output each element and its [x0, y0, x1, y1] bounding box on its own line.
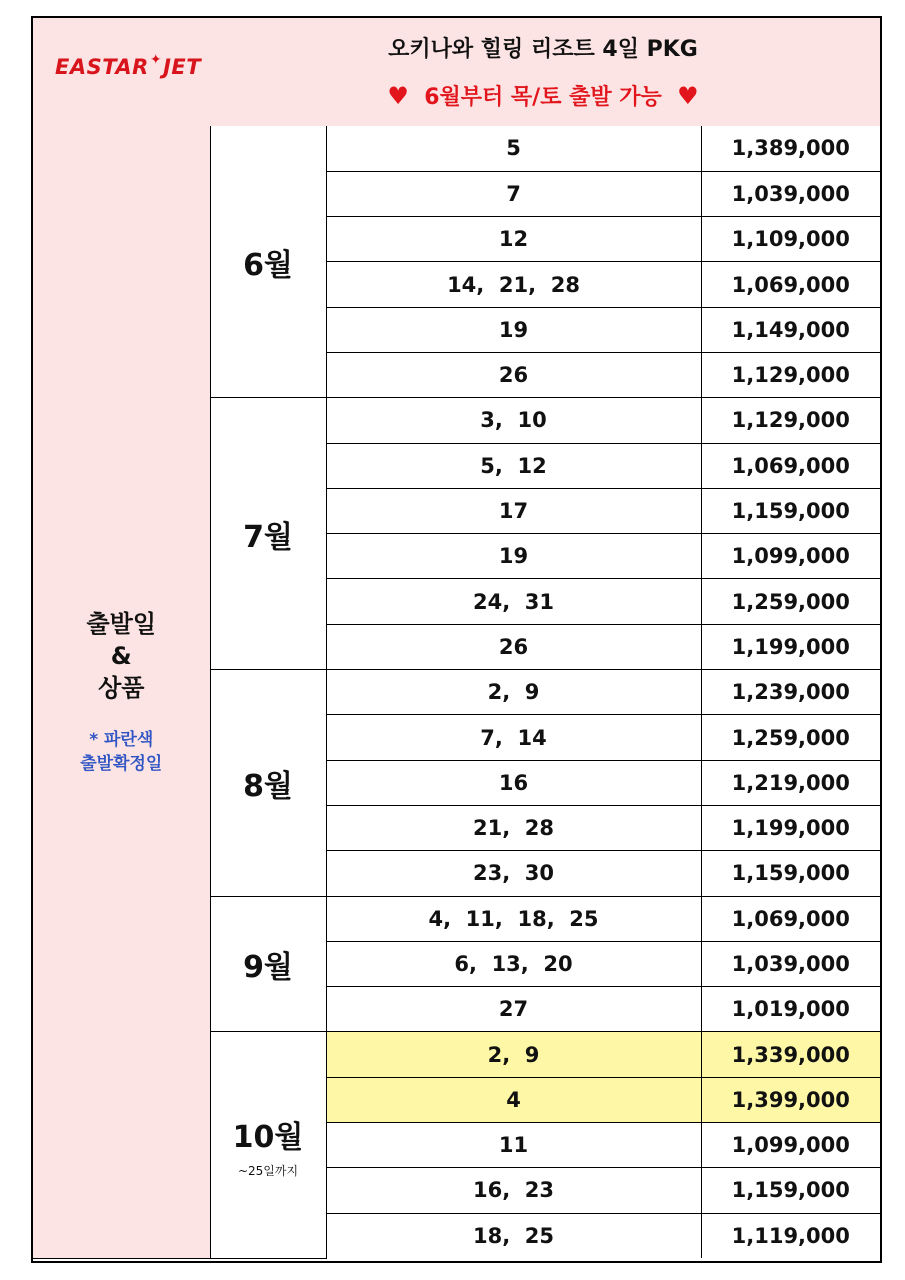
star-icon: ✦: [149, 52, 163, 68]
page-subtitle: [223, 80, 863, 111]
package-price: 1,039,000: [701, 941, 880, 986]
package-price: 1,129,000: [701, 398, 880, 443]
package-price: 1,199,000: [701, 805, 880, 850]
note-line: * 파란색: [89, 729, 154, 750]
month-note: ~25일까지: [237, 1163, 299, 1178]
departure-dates: 18, 25: [326, 1213, 701, 1258]
departure-dates: 2, 9: [326, 670, 701, 715]
package-price: 1,259,000: [701, 579, 880, 624]
departure-dates: 4, 11, 18, 25: [326, 896, 701, 941]
departure-dates: 23, 30: [326, 851, 701, 896]
package-price: 1,119,000: [701, 1213, 880, 1258]
page-title: 오키나와 힐링 리조트 4일 PKG: [388, 37, 698, 62]
eastar-jet-logo: EASTAR✦JET: [55, 52, 202, 79]
departure-dates: 16, 23: [326, 1168, 701, 1213]
package-price: 1,239,000: [701, 670, 880, 715]
month-cell: [210, 1032, 326, 1258]
package-price: 1,069,000: [701, 896, 880, 941]
package-price: 1,109,000: [701, 217, 880, 262]
departure-dates: 6, 13, 20: [326, 941, 701, 986]
package-price: 1,099,000: [701, 1123, 880, 1168]
departure-dates: 19: [326, 534, 701, 579]
departure-dates: 12: [326, 217, 701, 262]
departure-dates: 14, 21, 28: [326, 262, 701, 307]
month-label: 7월: [243, 519, 293, 555]
category-cell: [33, 126, 210, 1258]
package-price: 1,069,000: [701, 262, 880, 307]
departure-dates: 7: [326, 171, 701, 216]
heart-icon: ♥: [677, 82, 699, 110]
table-row: [33, 126, 880, 171]
departure-dates: 7, 14: [326, 715, 701, 760]
departure-dates: 24, 31: [326, 579, 701, 624]
category-label: 출발일: [86, 609, 157, 638]
package-price: 1,159,000: [701, 1168, 880, 1213]
package-price: 1,159,000: [701, 488, 880, 533]
month-cell: [210, 398, 326, 670]
month-label: 6월: [243, 247, 293, 283]
departure-dates: 2, 9: [326, 1032, 701, 1077]
package-price: 1,039,000: [701, 171, 880, 216]
departure-dates: 17: [326, 488, 701, 533]
note-line: 출발확정일: [80, 753, 163, 774]
departure-dates: 21, 28: [326, 805, 701, 850]
departure-dates: 16: [326, 760, 701, 805]
package-price: 1,149,000: [701, 307, 880, 352]
departure-dates: 26: [326, 352, 701, 397]
departure-dates: 3, 10: [326, 398, 701, 443]
departure-dates: 4: [326, 1077, 701, 1122]
category-label: &: [110, 641, 132, 670]
package-price: 1,019,000: [701, 987, 880, 1032]
month-cell: [210, 896, 326, 1032]
departure-dates: 11: [326, 1123, 701, 1168]
confirmed-departure-note: [33, 729, 210, 777]
month-label: 10월: [232, 1119, 304, 1155]
departure-dates: 5: [326, 126, 701, 171]
package-price: 1,259,000: [701, 715, 880, 760]
heart-icon: ♥: [387, 82, 409, 110]
package-price: 1,199,000: [701, 624, 880, 669]
month-cell: [210, 670, 326, 896]
month-label: 9월: [243, 949, 293, 985]
header: [33, 18, 880, 128]
subtitle-text: 6월부터 목/토 출발 가능: [424, 85, 662, 110]
package-price: 1,389,000: [701, 126, 880, 171]
departure-dates: 26: [326, 624, 701, 669]
package-price: 1,219,000: [701, 760, 880, 805]
package-price: 1,339,000: [701, 1032, 880, 1077]
package-price: 1,069,000: [701, 443, 880, 488]
category-label: 상품: [98, 674, 145, 703]
package-price: 1,099,000: [701, 534, 880, 579]
month-label: 8월: [243, 768, 293, 804]
departure-dates: 19: [326, 307, 701, 352]
departure-dates: 27: [326, 987, 701, 1032]
price-table: [33, 126, 880, 1259]
package-price: 1,399,000: [701, 1077, 880, 1122]
month-cell: [210, 126, 326, 398]
departure-dates: 5, 12: [326, 443, 701, 488]
price-sheet: [31, 16, 882, 1263]
package-price: 1,159,000: [701, 851, 880, 896]
package-price: 1,129,000: [701, 352, 880, 397]
